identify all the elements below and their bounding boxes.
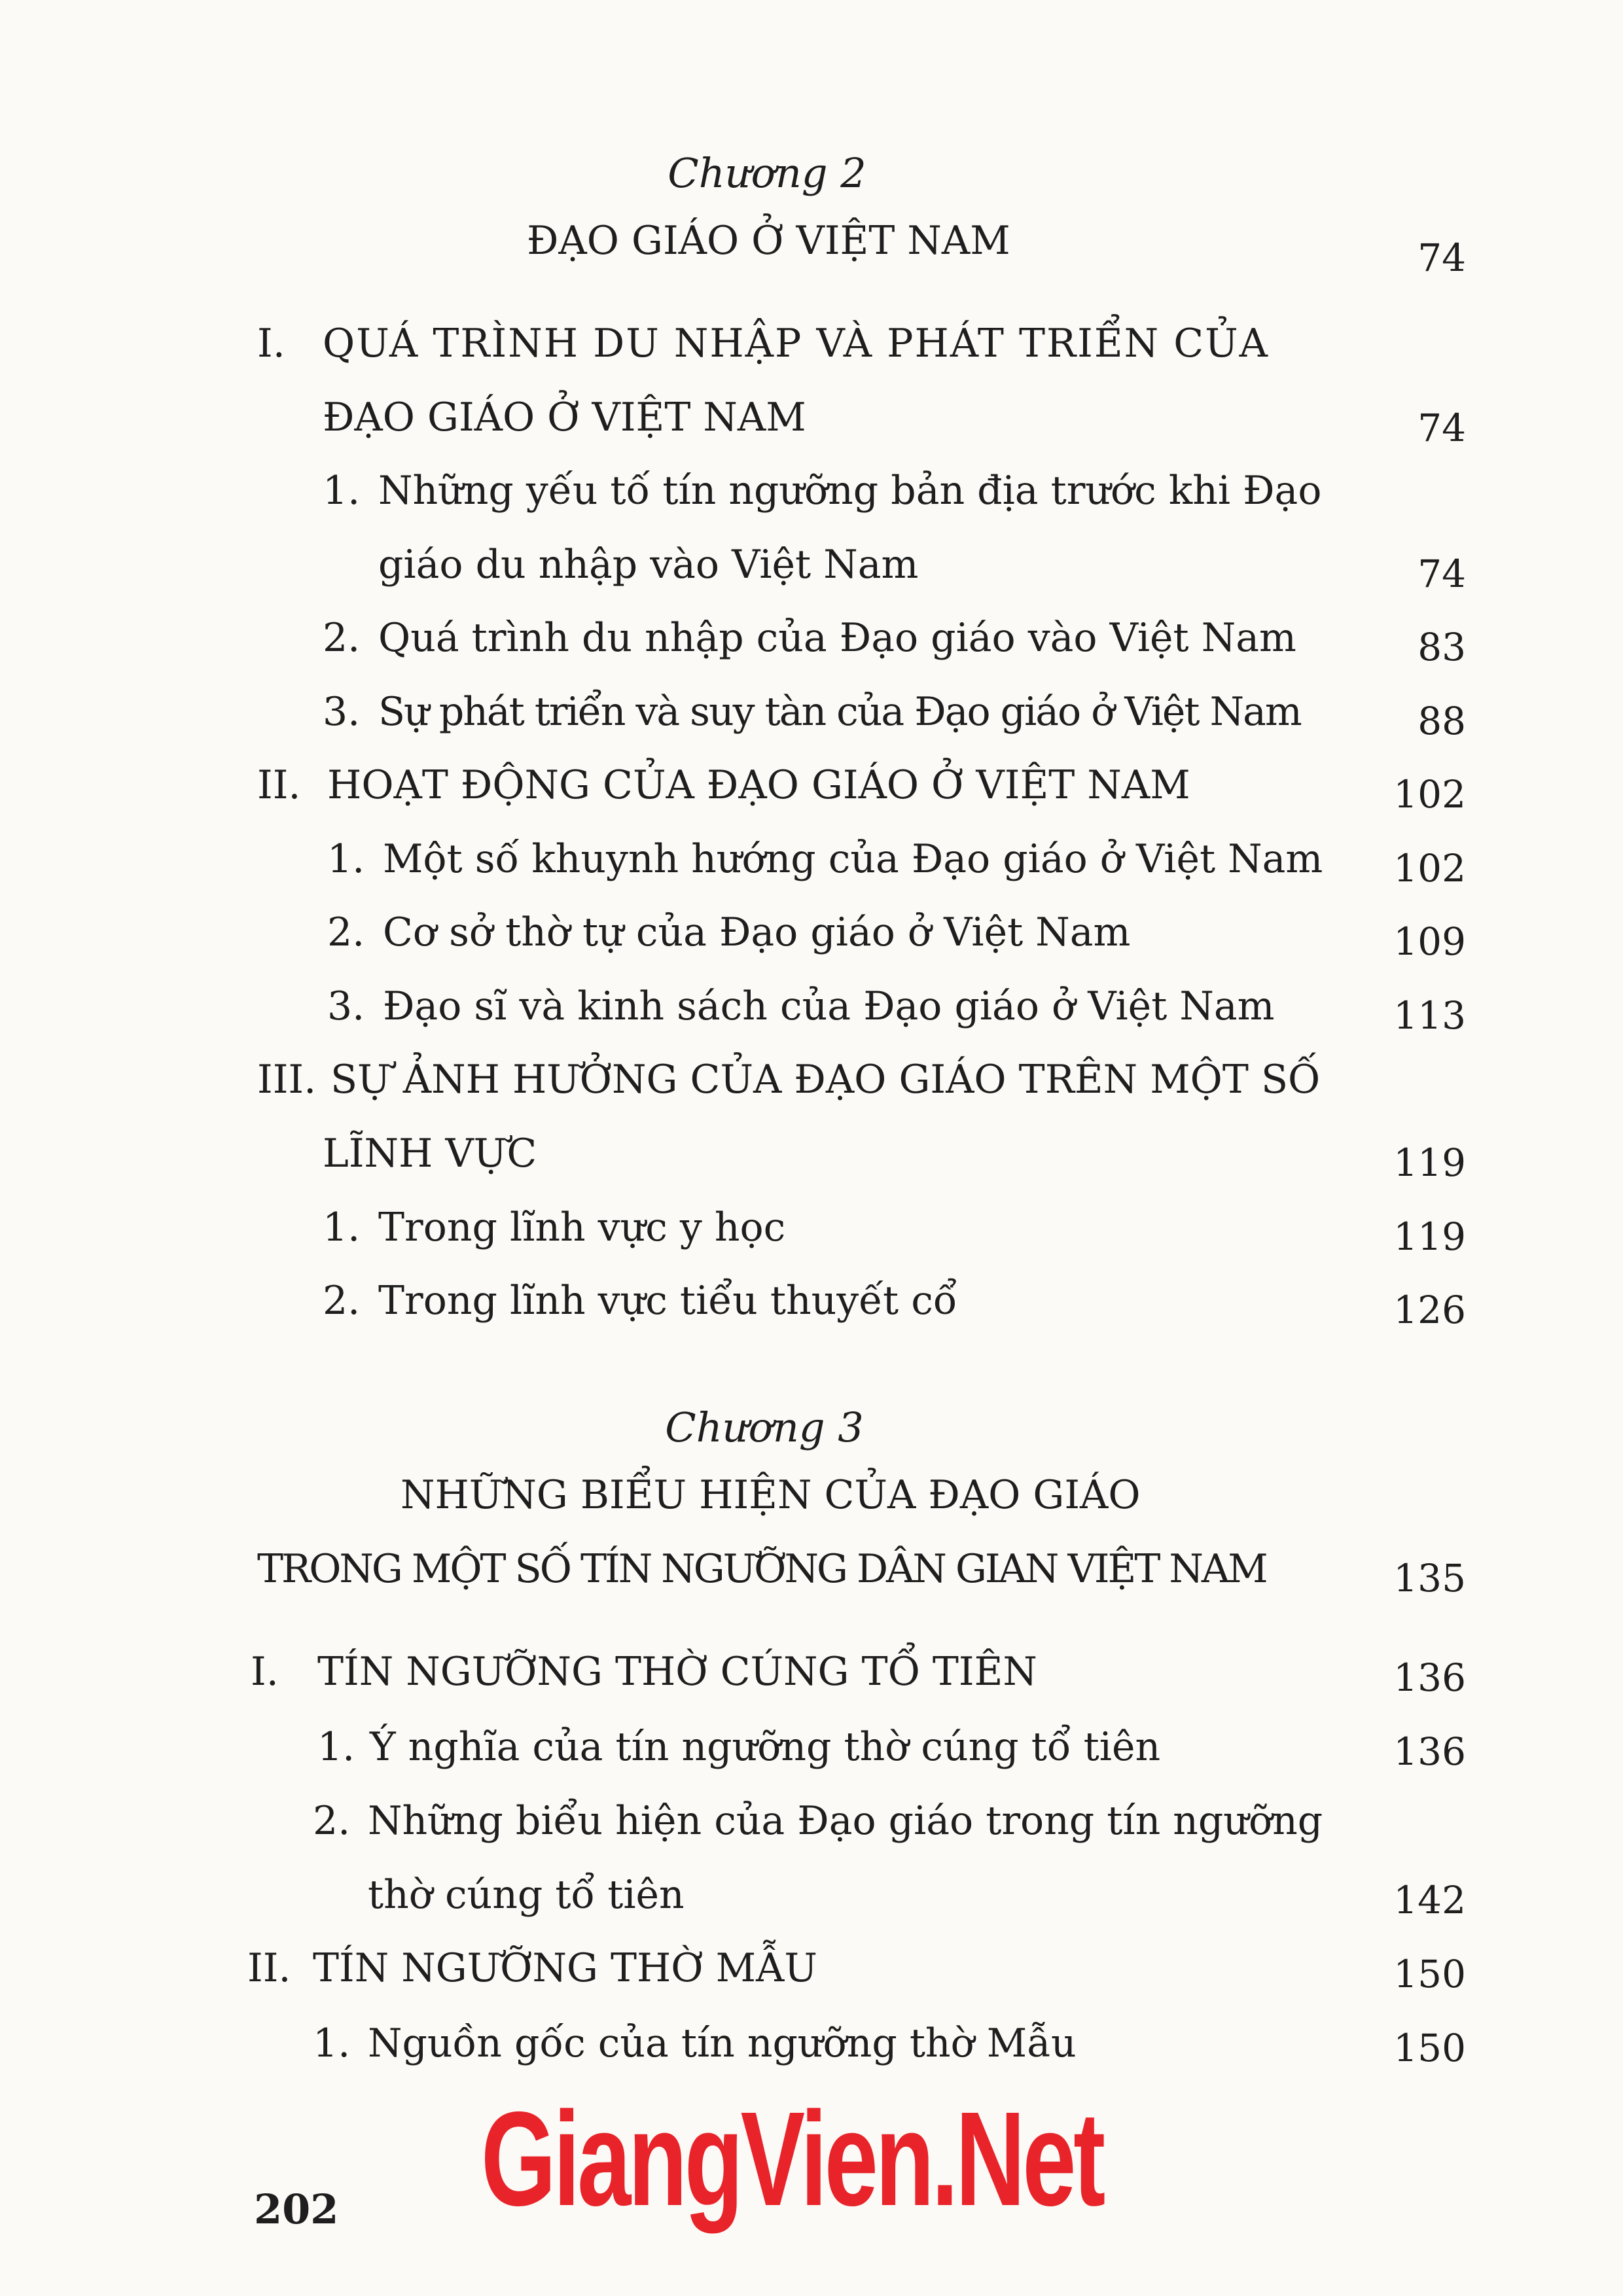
item-number: 3. — [327, 983, 365, 1029]
item-title-continued: giáo du nhập vào Việt Nam — [378, 542, 919, 588]
section-roman: I. — [251, 1649, 279, 1695]
item-title: Ý nghĩa của tín ngưỡng thờ cúng tổ tiên — [370, 1724, 1161, 1770]
item-page-number: 126 — [1393, 1288, 1466, 1332]
chapter-page-number: 74 — [1418, 236, 1466, 280]
chapter-page-number: 135 — [1393, 1556, 1466, 1600]
item-page-number: 83 — [1418, 625, 1466, 669]
section-page-number: 150 — [1393, 1952, 1466, 1996]
item-title: Cơ sở thờ tự của Đạo giáo ở Việt Nam — [383, 910, 1131, 955]
item-page-number: 102 — [1393, 846, 1466, 891]
section-roman: II. — [257, 762, 301, 808]
item-number: 2. — [323, 1278, 361, 1324]
item-title: Nguồn gốc của tín ngưỡng thờ Mẫu — [368, 2021, 1077, 2066]
section-title-continued: LĨNH VỰC — [323, 1131, 537, 1176]
section-page-number: 119 — [1393, 1140, 1466, 1185]
section-title: HOẠT ĐỘNG CỦA ĐẠO GIÁO Ở VIỆT NAM — [327, 762, 1190, 808]
section-title: SỰ ẢNH HƯỞNG CỦA ĐẠO GIÁO TRÊN MỘT SỐ — [330, 1057, 1321, 1103]
item-number: 1. — [327, 836, 365, 882]
item-number: 3. — [323, 689, 361, 735]
watermark-logo: GiangVien.Net — [481, 2084, 1103, 2234]
item-number: 2. — [323, 615, 361, 661]
item-title: Quá trình du nhập của Đạo giáo vào Việt Nam — [378, 615, 1296, 661]
item-page-number: 113 — [1393, 993, 1466, 1038]
chapter-title: NHỮNG BIỂU HIỆN CỦA ĐẠO GIÁO — [401, 1472, 1141, 1518]
section-roman: II. — [247, 1945, 291, 1991]
item-number: 1. — [313, 2021, 351, 2066]
item-page-number: 74 — [1418, 552, 1466, 596]
item-title-continued: thờ cúng tổ tiên — [368, 1872, 685, 1918]
item-page-number: 136 — [1393, 1729, 1466, 1774]
item-title: Đạo sĩ và kinh sách của Đạo giáo ở Việt Nam — [383, 983, 1275, 1029]
item-title: Những biểu hiện của Đạo giáo trong tín ngưỡng — [368, 1798, 1323, 1844]
section-roman: I. — [257, 321, 285, 366]
item-number: 1. — [317, 1724, 355, 1770]
section-title: QUÁ TRÌNH DU NHẬP VÀ PHÁT TRIỂN CỦA — [323, 321, 1270, 366]
item-number: 2. — [313, 1798, 351, 1844]
section-title-continued: ĐẠO GIÁO Ở VIỆT NAM — [323, 395, 806, 440]
chapter-label: Chương 3 — [665, 1404, 864, 1451]
item-page-number: 109 — [1393, 919, 1466, 964]
section-roman: III. — [257, 1057, 317, 1103]
item-title: Trong lĩnh vực tiểu thuyết cổ — [378, 1278, 957, 1324]
item-number: 1. — [323, 468, 361, 514]
item-title: Một số khuynh hướng của Đạo giáo ở Việt Nam — [383, 836, 1323, 882]
chapter-label: Chương 2 — [668, 149, 866, 197]
section-page-number: 74 — [1418, 406, 1466, 450]
item-number: 2. — [327, 910, 365, 955]
item-title: Trong lĩnh vực y học — [378, 1205, 786, 1250]
item-title: Những yếu tố tín ngưỡng bản địa trước khi Đạo — [378, 468, 1322, 514]
item-title: Sự phát triển và suy tàn của Đạo giáo ở Việt Nam — [378, 689, 1301, 735]
section-title: TÍN NGƯỠNG THỜ CÚNG TỔ TIÊN — [317, 1649, 1037, 1695]
section-page-number: 136 — [1393, 1655, 1466, 1700]
item-page-number: 119 — [1393, 1214, 1466, 1259]
item-number: 1. — [323, 1205, 361, 1250]
item-page-number: 88 — [1418, 699, 1466, 743]
section-page-number: 102 — [1393, 772, 1466, 817]
chapter-title: ĐẠO GIÁO Ở VIỆT NAM — [527, 218, 1010, 264]
chapter-title-continued: TRONG MỘT SỐ TÍN NGƯỠNG DÂN GIAN VIỆT NAM — [257, 1546, 1266, 1592]
item-page-number: 142 — [1393, 1878, 1466, 1922]
item-page-number: 150 — [1393, 2026, 1466, 2070]
page-number: 202 — [254, 2185, 339, 2233]
section-title: TÍN NGƯỠNG THỜ MẪU — [313, 1945, 817, 1991]
